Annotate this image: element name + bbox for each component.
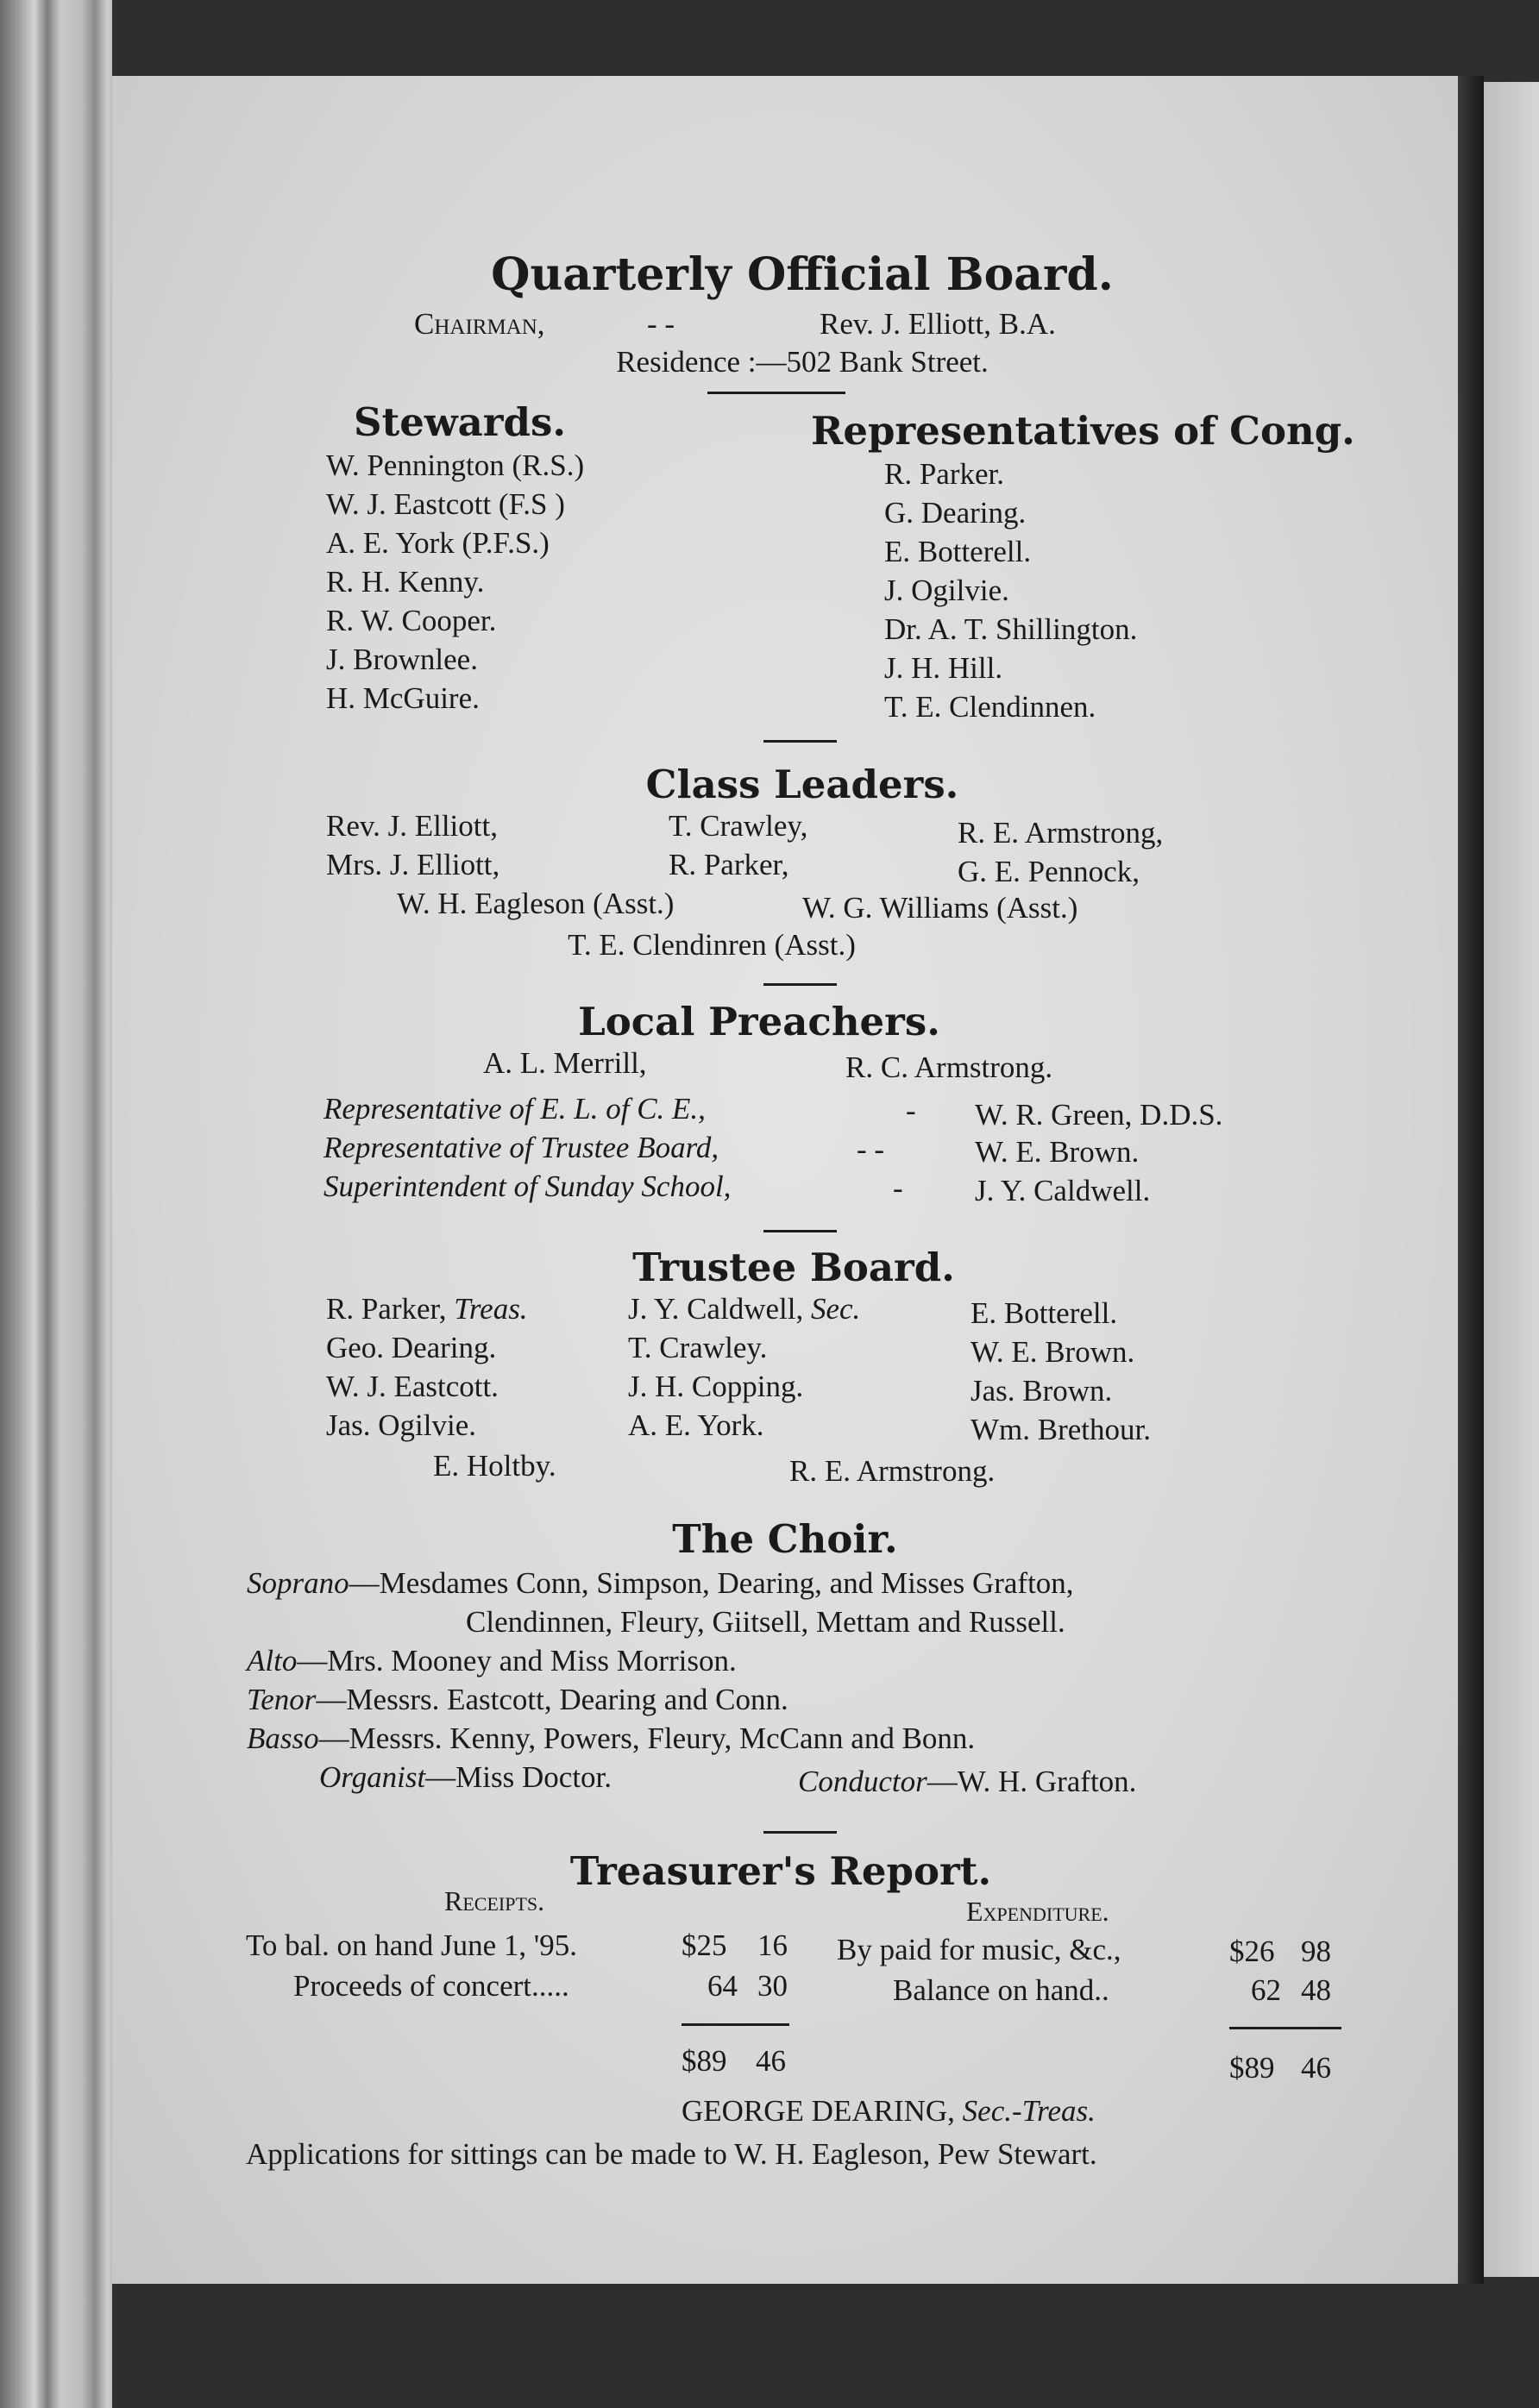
class-leaders-heading: Class Leaders. xyxy=(645,762,959,807)
divider xyxy=(763,1831,837,1834)
list-item: W. H. Eagleson (Asst.) xyxy=(397,887,675,920)
total-rule xyxy=(1229,2027,1341,2029)
total-rule xyxy=(682,2023,789,2026)
list-item: R. E. Armstrong. xyxy=(789,1454,996,1488)
amount-cents: 16 xyxy=(757,1928,788,1962)
amount-dollars: $26 xyxy=(1229,1935,1275,1968)
treasurer-heading: Treasurer's Report. xyxy=(569,1848,992,1894)
choir-soprano: Soprano—Mesdames Conn, Simpson, Dearing, and Misses Grafton, xyxy=(247,1566,1074,1600)
residence: Residence :—502 Bank Street. xyxy=(616,345,989,379)
choir-soprano-cont: Clendinnen, Fleury, Giitsell, Mettam and Russell. xyxy=(466,1605,1065,1639)
list-item: A. E. York. xyxy=(628,1408,764,1442)
list-item: W. Pennington (R.S.) xyxy=(326,448,585,482)
list-item: Rev. J. Elliott, xyxy=(326,809,498,843)
list-item: T. E. Clendinnen. xyxy=(884,690,1096,724)
role-title: Representative of Trustee Board, xyxy=(324,1131,719,1164)
list-item: E. Botterell. xyxy=(884,535,1032,568)
list-item: E. Holtby. xyxy=(433,1449,556,1483)
divider xyxy=(707,392,845,394)
table-row: By paid for music, &c., xyxy=(837,1933,1121,1966)
next-page-sliver xyxy=(1484,82,1539,2277)
list-item: G. Dearing. xyxy=(884,496,1027,530)
document-page xyxy=(112,76,1458,2284)
list-item: Jas. Brown. xyxy=(971,1374,1113,1408)
list-item: Geo. Dearing. xyxy=(326,1331,497,1364)
list-item: Mrs. J. Elliott, xyxy=(326,848,500,881)
list-item: R. Parker, Treas. xyxy=(326,1292,528,1326)
list-item: W. G. Williams (Asst.) xyxy=(802,891,1078,925)
list-item: J. H. Copping. xyxy=(628,1370,804,1403)
list-item: W. J. Eastcott. xyxy=(326,1370,499,1403)
list-item: A. L. Merrill, xyxy=(483,1046,647,1080)
list-item: H. McGuire. xyxy=(326,681,480,715)
list-item: T. Crawley. xyxy=(628,1331,768,1364)
local-preachers-heading: Local Preachers. xyxy=(578,999,940,1044)
choir-tenor: Tenor—Messrs. Eastcott, Dearing and Conn. xyxy=(247,1683,788,1716)
amount-cents: 98 xyxy=(1301,1935,1331,1968)
choir-conductor: Conductor—W. H. Grafton. xyxy=(798,1765,1137,1798)
divider xyxy=(763,1230,837,1232)
list-item: Jas. Ogilvie. xyxy=(326,1408,477,1442)
table-row: To bal. on hand June 1, '95. xyxy=(246,1928,577,1962)
list-item: E. Botterell. xyxy=(971,1296,1118,1330)
expenditure-total-cents: 46 xyxy=(1301,2051,1331,2085)
receipts-total-cents: 46 xyxy=(756,2044,786,2078)
list-item: R. W. Cooper. xyxy=(326,604,497,637)
left-page-edges xyxy=(0,0,112,2408)
list-item: W. J. Eastcott (F.S ) xyxy=(326,487,565,521)
role-title: Representative of E. L. of C. E., xyxy=(324,1092,706,1126)
list-item: J. Brownlee. xyxy=(326,643,478,676)
choir-alto: Alto—Mrs. Mooney and Miss Morrison. xyxy=(247,1644,737,1677)
list-item: A. E. York (P.F.S.) xyxy=(326,526,550,560)
table-row: Balance on hand.. xyxy=(893,1973,1109,2007)
expenditure-total-dollars: $89 xyxy=(1229,2051,1275,2085)
list-item: J. Ogilvie. xyxy=(884,574,1009,607)
role-name: W. R. Green, D.D.S. xyxy=(975,1098,1223,1132)
trustee-board-heading: Trustee Board. xyxy=(632,1245,955,1290)
list-item: T. E. Clendinren (Asst.) xyxy=(568,928,856,962)
amount-cents: 30 xyxy=(757,1969,788,2003)
choir-organist: Organist—Miss Doctor. xyxy=(319,1760,612,1794)
list-item: W. E. Brown. xyxy=(971,1335,1135,1369)
role-dash: - - xyxy=(857,1132,885,1166)
list-item: R. C. Armstrong. xyxy=(845,1050,1053,1084)
divider xyxy=(763,740,837,743)
representatives-heading: Representatives of Cong. xyxy=(811,408,1355,454)
footer-note: Applications for sittings can be made to W. H. Eagleson, Pew Stewart. xyxy=(246,2137,1097,2171)
list-item: R. H. Kenny. xyxy=(326,565,485,599)
list-item: J. Y. Caldwell, Sec. xyxy=(628,1292,861,1326)
expenditure-label: Expenditure. xyxy=(966,1896,1109,1927)
receipts-label: Receipts. xyxy=(444,1885,545,1916)
amount-cents: 48 xyxy=(1301,1973,1331,2007)
role-name: J. Y. Caldwell. xyxy=(975,1174,1151,1207)
list-item: R. Parker. xyxy=(884,457,1005,491)
receipts-total-dollars: $89 xyxy=(682,2044,727,2078)
list-item: R. Parker, xyxy=(669,848,789,881)
list-item: T. Crawley, xyxy=(669,809,808,843)
choir-basso: Basso—Messrs. Kenny, Powers, Fleury, McCann and Bonn. xyxy=(247,1721,976,1755)
amount-dollars: 62 xyxy=(1251,1973,1281,2007)
chairman-name: Rev. J. Elliott, B.A. xyxy=(820,307,1056,341)
table-row: Proceeds of concert..... xyxy=(293,1969,569,2003)
choir-heading: The Choir. xyxy=(672,1516,898,1562)
list-item: Wm. Brethour. xyxy=(971,1413,1151,1446)
amount-dollars: $25 xyxy=(682,1928,727,1962)
role-dash: - xyxy=(906,1094,916,1127)
list-item: G. E. Pennock, xyxy=(958,855,1140,888)
list-item: Dr. A. T. Shillington. xyxy=(884,612,1138,646)
list-item: J. H. Hill. xyxy=(884,651,1003,685)
divider xyxy=(763,983,837,986)
list-item: R. E. Armstrong, xyxy=(958,816,1164,850)
stewards-heading: Stewards. xyxy=(354,399,566,445)
role-title: Superintendent of Sunday School, xyxy=(324,1170,732,1203)
amount-dollars: 64 xyxy=(707,1969,738,2003)
signature: GEORGE DEARING, Sec.-Treas. xyxy=(682,2094,1096,2128)
role-name: W. E. Brown. xyxy=(975,1135,1140,1169)
chairman-dashes: - - xyxy=(647,307,675,341)
role-dash: - xyxy=(893,1171,903,1205)
right-page-edge xyxy=(1458,76,1484,2284)
page-title: Quarterly Official Board. xyxy=(491,248,1114,301)
chairman-label: Chairman, xyxy=(414,307,545,341)
